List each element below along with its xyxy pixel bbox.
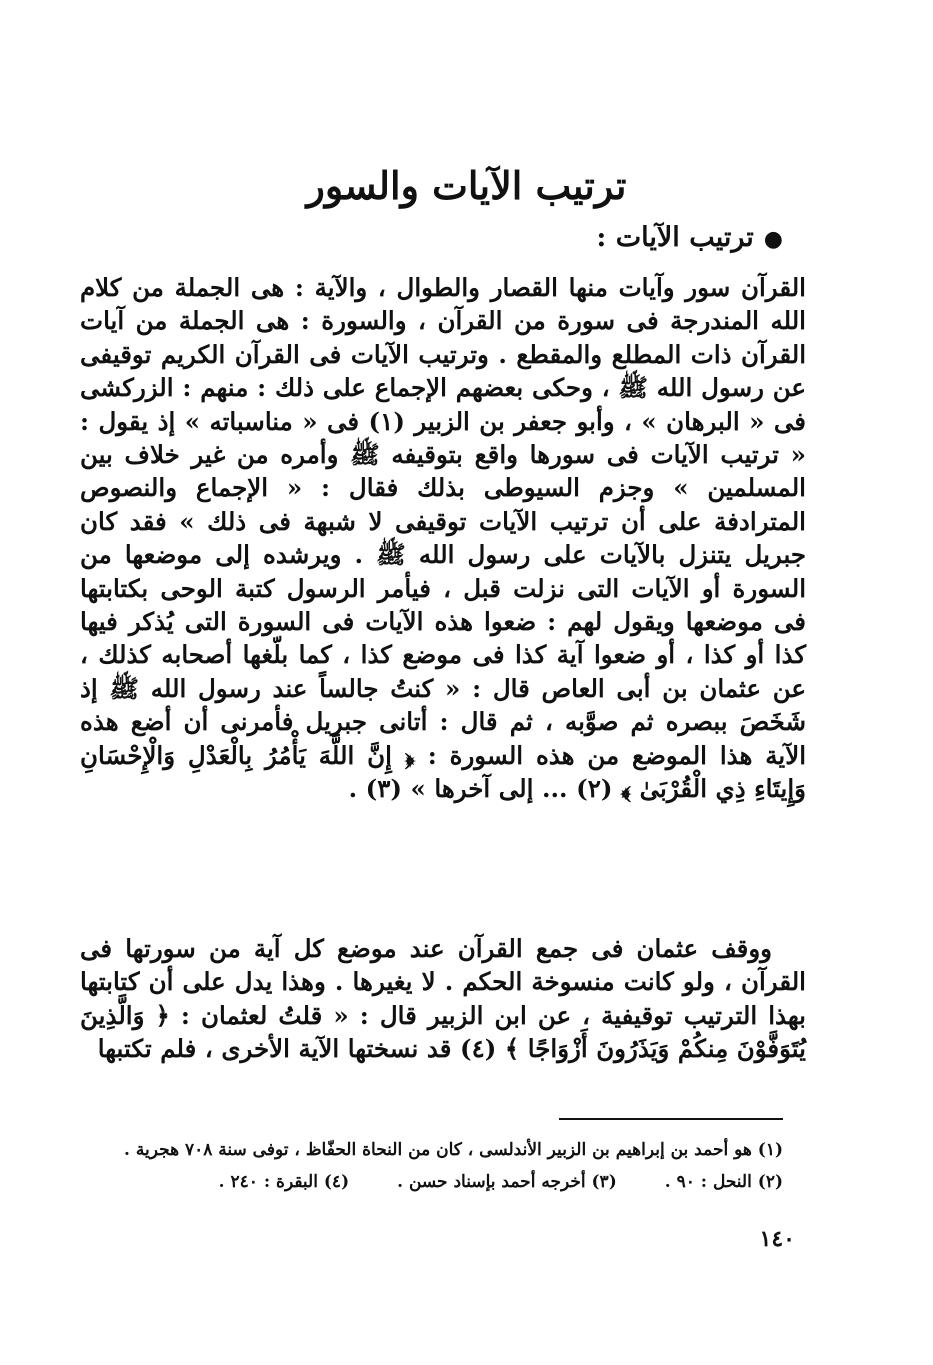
bullet-icon: ● xyxy=(763,226,783,252)
footnote-1: (١) هو أحمد بن إبراهيم بن الزبير الأندلسى ، كان من النحاة الحفّاظ ، توفى سنة ٧٠٨ هجرية . xyxy=(124,1140,783,1160)
body-paragraph-1: القرآن سور وآيات منها القصار والطوال ، والآية : هى الجملة من كلام الله المندرجة فى سورة من القرآن ، والسورة : هى الجملة من آيات القرآن ذات المطلع والمقطع . وترتيب الآيات فى القرآن الكريم توقيفى عن رسول الله ﷺ ، وحكى بعضهم الإجماع على ذلك : منهم : الزركشى فى « البرهان » ، وأبو جعفر بن الزبير (١) فى « مناسباته » إذ يقول : « ترتيب الآيات فى سورها واقع بتوقيفه ﷺ وأمره من غير خلاف بين المسلمين » وجزم السيوطى بذلك فقال : « الإجماع والنصوص المترادفة على أن ترتيب الآيات توقيفى لا شبهة فى ذلك » فقد كان جبريل يتنزل بالآيات على رسول الله ﷺ . ويرشده إلى موضعها من السورة أو الآيات التى نزلت قبل ، فيأمر الرسول كتبة الوحى بكتابتها فى موضعها ويقول لهم : ضعوا هذه الآيات فى السورة التى يُذكر فيها كذا أو كذا ، أو ضعوا آية كذا فى موضع كذا ، كما بلّغها أصحابه كذلك ، عن عثمان بن أبى العاص قال : « كنتُ جالساً عند رسول الله ﷺ إذ شَخَصَ ببصره ثم صوَّبه ، ثم قال : أتانى جبريل فأمرنى أن أضع هذه الآية هذا الموضع من هذه السورة : ﴿ إِنَّ اللَّهَ يَأْمُرُ بِالْعَدْلِ وَالْإِحْسَانِ وَإِيتَاءِ ذِي الْقُرْبَىٰ ﴾ (٢) ... إلى آخرها » (٣) . xyxy=(80,273,807,804)
page-title: ترتيب الآيات والسور xyxy=(306,163,627,208)
footnote-row-2 xyxy=(143,1166,783,1198)
footnote-2: (٢) النحل : ٩٠ . xyxy=(664,1172,783,1192)
footnotes xyxy=(124,1134,783,1198)
footnote-3: (٣) أخرجه أحمد بإسناد حسن . xyxy=(397,1172,617,1192)
section-heading-label: ترتيب الآيات : xyxy=(596,222,754,253)
body-paragraph-2: ووقف عثمان فى جمع القرآن عند موضع كل آية من سورتها فى القرآن ، ولو كانت منسوخة الحكم . لا يغيرها . وهذا يدل على أن كتابتها بهذا الترتيب توقيفية ، عن ابن الزبير قال : « قلتُ لعثمان : ﴿ وَالَّذِينَ يُتَوَفَّوْنَ مِنكُمْ وَيَذَرُونَ أَزْوَاجًا ﴾ (٤) قد نسختها الآية الأخرى ، فلم تكتبها xyxy=(80,934,806,1064)
page-number: ١٤٠ xyxy=(759,1226,795,1252)
footnote-separator xyxy=(559,1118,783,1120)
footnote-4: (٤) البقرة : ٢٤٠ . xyxy=(218,1172,350,1192)
footnote-row-1 xyxy=(124,1134,783,1166)
section-heading xyxy=(596,216,783,261)
